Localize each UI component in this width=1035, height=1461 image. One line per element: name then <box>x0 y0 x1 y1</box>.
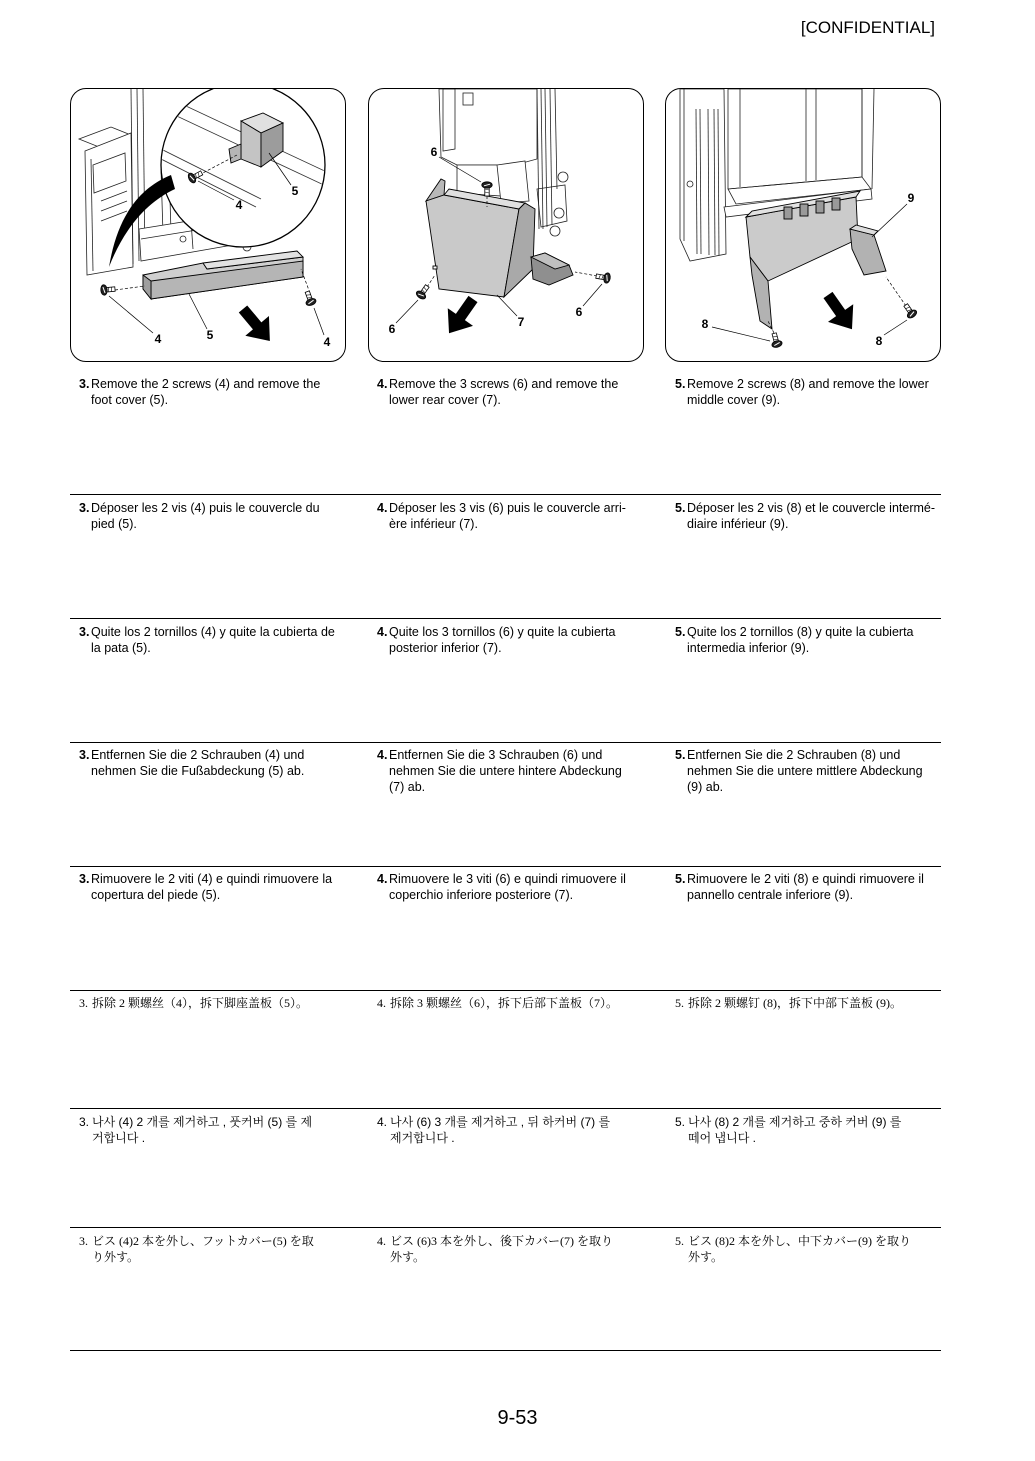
callout-label: 9 <box>907 191 915 205</box>
step-item <box>79 376 320 408</box>
confidential-label: [CONFIDENTIAL] <box>800 18 935 37</box>
step-item <box>675 747 923 795</box>
illustration-panel-foot-cover <box>70 88 346 362</box>
illustration-panel-lower-rear-cover <box>368 88 644 362</box>
step-item <box>79 1233 314 1265</box>
screw-icon <box>100 284 115 296</box>
step-number: 5. <box>675 1234 684 1248</box>
illustration-stroke <box>189 294 207 329</box>
instruction-row <box>0 995 1035 1095</box>
section-divider <box>70 866 941 867</box>
step-number: 4. <box>377 748 388 762</box>
step-text: ビス (6)3 本を外し、後下カバー(7) を取り 外す。 <box>390 1234 613 1264</box>
illustration-stroke <box>396 300 418 323</box>
illustration-stroke <box>784 207 792 219</box>
callout-label: 4 <box>235 198 243 212</box>
illustration-stroke <box>884 320 907 335</box>
illustration-stroke <box>575 272 597 276</box>
illustration-stroke <box>439 89 537 165</box>
section-divider <box>70 990 941 991</box>
callout-label: 5 <box>291 184 299 198</box>
instruction-row <box>0 1233 1035 1333</box>
step-number: 5. <box>675 748 686 762</box>
instruction-row <box>0 747 1035 847</box>
step-number: 4. <box>377 996 386 1010</box>
step-item <box>79 624 335 656</box>
illustration-stroke <box>712 327 770 341</box>
step-text: Remove the 2 screws (4) and remove the foot cover (5). <box>91 377 321 407</box>
illustration-stroke <box>137 89 139 261</box>
step-item <box>377 376 618 408</box>
screw-icon <box>901 302 918 320</box>
step-item <box>377 871 626 903</box>
illustration-stroke <box>545 89 547 227</box>
instruction-row <box>0 1114 1035 1214</box>
step-item <box>377 1114 610 1146</box>
illustration-stroke <box>872 89 874 189</box>
step-item <box>377 747 622 795</box>
illustration-stroke <box>550 89 552 225</box>
step-item <box>377 995 618 1011</box>
illustration-stroke <box>497 161 529 203</box>
illustration-stroke <box>115 286 145 290</box>
step-text: Rimuovere le 2 viti (8) e quindi rimuovere il pannello centrale inferiore (9). <box>687 872 924 902</box>
step-text: Remove the 3 screws (6) and remove the lower rear cover (7). <box>389 377 619 407</box>
step-item <box>79 747 304 779</box>
step-item <box>79 1114 312 1146</box>
step-item <box>79 871 332 903</box>
illustration-stroke <box>554 208 564 218</box>
illustration-stroke <box>314 308 324 335</box>
illustration-stroke <box>109 296 153 333</box>
step-text: Entfernen Sie die 2 Schrauben (8) und nehmen Sie die untere mittlere Abdeckung (9) ab. <box>687 748 923 794</box>
callout-label: 6 <box>575 305 583 319</box>
callout-label: 7 <box>517 315 525 329</box>
step-number: 3. <box>79 996 88 1010</box>
step-text: Rimuovere le 2 viti (4) e quindi rimuovere la copertura del piede (5). <box>91 872 333 902</box>
screw-icon <box>769 332 783 348</box>
step-text: 나사 (4) 2 개를 제거하고 , 풋커버 (5) 를 제 거합니다 . <box>92 1115 313 1145</box>
step-text: Quite los 3 tornillos (6) y quite la cubierta posterior inferior (7). <box>389 625 616 655</box>
magnifier-detail <box>161 89 331 247</box>
step-item <box>675 1233 911 1265</box>
step-number: 5. <box>675 1115 686 1129</box>
step-text: ビス (8)2 本を外し、中下カバー(9) を取り 外す。 <box>688 1234 911 1264</box>
instruction-row <box>0 500 1035 600</box>
illustration-stroke <box>541 89 543 229</box>
lower-middle-cover-part <box>746 191 886 329</box>
step-text: Remove 2 screws (8) and remove the lower middle cover (9). <box>687 377 929 407</box>
step-item <box>675 376 929 408</box>
instruction-row <box>0 376 1035 476</box>
callout-label: 4 <box>154 332 162 346</box>
step-number: 4. <box>377 1115 388 1129</box>
illustration-stroke <box>728 89 862 189</box>
step-item <box>377 500 626 532</box>
removal-arrow <box>231 299 281 351</box>
step-number: 3. <box>79 872 90 886</box>
step-item <box>79 500 320 532</box>
foot-cover-illustration <box>71 89 344 360</box>
step-number: 3. <box>79 377 90 391</box>
step-number: 3. <box>79 748 90 762</box>
step-number: 5. <box>675 996 684 1010</box>
step-number: 5. <box>675 501 686 515</box>
section-divider <box>70 742 941 743</box>
callout-label: 5 <box>206 328 214 342</box>
illustration-stroke <box>555 89 557 189</box>
step-item <box>675 1114 901 1146</box>
step-text: Rimuovere le 3 viti (6) e quindi rimuovere il coperchio inferiore posteriore (7). <box>389 872 626 902</box>
step-item <box>675 624 914 656</box>
step-text: 나사 (6) 3 개를 제거하고 , 뒤 하커버 (7) 를 제거합니다 . <box>390 1115 611 1145</box>
step-item <box>79 995 308 1011</box>
foot-part <box>531 253 573 285</box>
illustration-panel-lower-middle-cover <box>665 88 941 362</box>
step-number: 4. <box>377 377 388 391</box>
step-number: 4. <box>377 501 388 515</box>
step-text: 拆除 3 颗螺丝（6），拆下后部下盖板（7）。 <box>390 996 619 1010</box>
illustration-stroke <box>800 204 808 216</box>
step-text: Déposer les 2 vis (4) puis le couvercle du pied (5). <box>91 501 320 531</box>
illustration-stroke <box>497 295 517 316</box>
screw-icon <box>415 283 432 301</box>
step-number: 3. <box>79 1234 88 1248</box>
callout-label: 6 <box>430 145 438 159</box>
illustration-stroke <box>558 172 568 182</box>
illustration-stroke <box>426 195 519 297</box>
step-text: 拆除 2 颗螺丝（4），拆下脚座盖板（5）。 <box>92 996 309 1010</box>
section-divider <box>70 1350 941 1351</box>
section-divider <box>70 494 941 495</box>
step-item <box>675 995 902 1011</box>
removal-arrow <box>815 286 864 338</box>
lower-middle-cover-illustration <box>666 89 939 360</box>
illustration-stroke <box>301 269 310 293</box>
illustration-stroke <box>832 198 840 210</box>
illustration-stroke <box>161 89 325 247</box>
step-text: Déposer les 3 vis (6) puis le couvercle arri- ère inférieur (7). <box>389 501 626 531</box>
section-divider <box>70 1227 941 1228</box>
screw-icon <box>302 290 317 307</box>
step-number: 5. <box>675 625 686 639</box>
illustration-stroke <box>427 275 435 287</box>
step-text: Quite los 2 tornillos (8) y quite la cubierta intermedia inferior (9). <box>687 625 914 655</box>
section-divider <box>70 618 941 619</box>
step-text: Entfernen Sie die 2 Schrauben (4) und nehmen Sie die Fußabdeckung (5) ab. <box>91 748 305 778</box>
step-item <box>675 500 935 532</box>
step-number: 3. <box>79 1115 90 1129</box>
screw-icon <box>595 271 611 284</box>
page-number: 9-53 <box>497 1407 538 1429</box>
step-item <box>377 1233 613 1265</box>
step-number: 3. <box>79 625 90 639</box>
step-text: Quite los 2 tornillos (4) y quite la cubierta de la pata (5). <box>91 625 335 655</box>
step-text: Entfernen Sie die 3 Schrauben (6) und nehmen Sie die untere hintere Abdeckung (7) ab. <box>389 748 622 794</box>
step-text: 拆除 2 颗螺钉 (8)，拆下中部下盖板 (9)。 <box>688 996 902 1010</box>
step-text: ビス (4)2 本を外し、フットカバー(5) を取 り外す。 <box>92 1234 314 1264</box>
step-number: 4. <box>377 872 388 886</box>
step-number: 5. <box>675 872 686 886</box>
illustration-stroke <box>433 266 437 269</box>
illustration-stroke <box>886 277 906 306</box>
step-item <box>377 624 616 656</box>
illustration-stroke <box>550 226 560 236</box>
instruction-row <box>0 871 1035 971</box>
lower-rear-cover-illustration <box>369 89 642 360</box>
callout-label: 8 <box>701 317 709 331</box>
illustration-stroke <box>850 229 886 275</box>
callout-label: 8 <box>875 334 883 348</box>
step-text: 나사 (8) 2 개를 제거하고 중하 커버 (9) 를 떼어 냅니다 . <box>688 1115 902 1145</box>
illustration-stroke <box>583 284 602 306</box>
callout-label: 6 <box>388 322 396 336</box>
section-divider <box>70 1108 941 1109</box>
instruction-row <box>0 624 1035 724</box>
illustration-stroke <box>872 204 907 237</box>
step-number: 4. <box>377 1234 386 1248</box>
step-number: 5. <box>675 377 686 391</box>
removal-arrow <box>436 290 485 342</box>
step-number: 3. <box>79 501 90 515</box>
callout-label: 4 <box>323 335 331 349</box>
foot-cover-part <box>143 251 303 299</box>
step-text: Déposer les 2 vis (8) et le couvercle intermé- diaire inférieur (9). <box>687 501 936 531</box>
illustration-stroke <box>816 201 824 213</box>
step-number: 4. <box>377 625 388 639</box>
step-item <box>675 871 924 903</box>
